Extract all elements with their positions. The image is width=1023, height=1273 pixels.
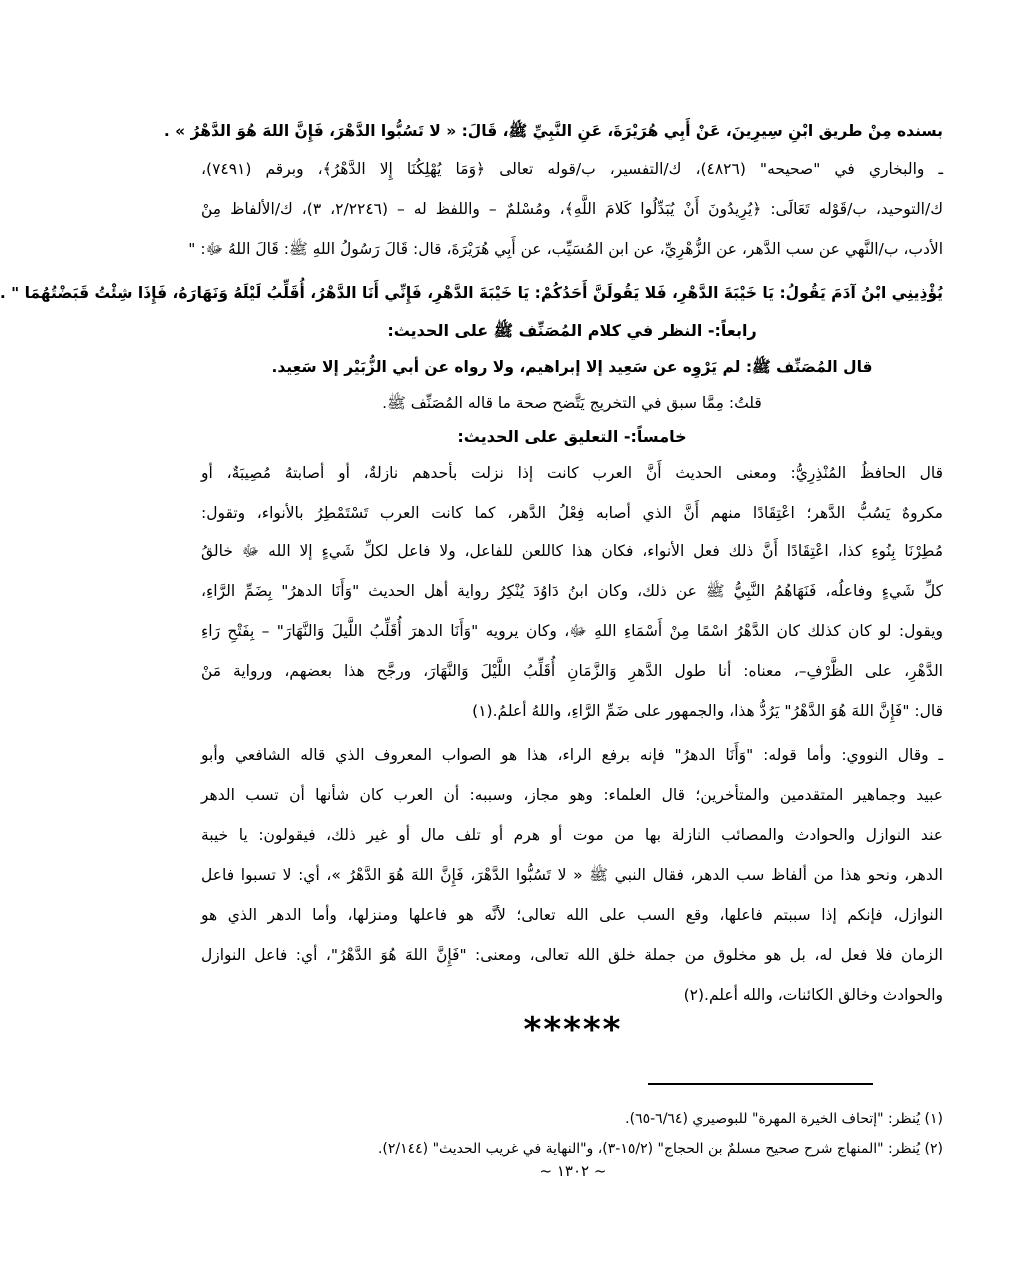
body-line: النوازل، فإنكم إذا سببتم فاعلها، وقع السب على الله تعالى؛ لأنَّه هو فاعلها ومنزلها، وأما الدهر الذي هو — [201, 906, 943, 924]
body-line: ـ والبخاري في "صحيحه" (٤٨٢٦)، ك/التفسير، ب/قوله تعالى ﴿وَمَا يُهْلِكُنَا إِلا الدَّهْرُ﴾، وبرقم (٧٤٩١)، — [201, 160, 943, 178]
footnote-divider — [648, 1083, 873, 1085]
body-line: الزمان فلا فعل له، بل هو مخلوق من جملة خلق الله تعالى، ومعنى: "فَإِنَّ اللهَ هُوَ الدَّهْرُ"، أي: فاعل النوازل — [201, 946, 943, 964]
body-line: مُطِرْنَا بِنُوءِ كذا، اعْتِقَادًا أَنَّ ذلك فعل الأنواء، فكان هذا كاللعن للفاعل، ولا فاعل لكلِّ شَيءٍ إلا الله ﷻ خالقُ — [201, 542, 943, 560]
section-separator: ***** — [523, 1010, 623, 1050]
footnote: (١) يُنظر: "إتحاف الخيرة المهرة" للبوصيري (٦/٦٤-٦٥). — [625, 1111, 943, 1127]
body-line: والحوادث وخالق الكائنات، والله أعلم.(٢) — [683, 986, 943, 1004]
body-line: قلتُ: مِمَّا سبق في التخريج يَتَّضح صحة ما قاله المُصَنِّف ﷺ. — [382, 394, 762, 412]
body-line: الدهر، ونحو هذا من ألفاظ سب الدهر، فقال النبي ﷺ « لا تَسُبُّوا الدَّهْرَ، فَإِنَّ اللهَ هُوَ الدَّهْرُ »، أي: لا تسبوا فاعل — [201, 866, 943, 884]
footnote: (٢) يُنظر: "المنهاج شرح صحيح مسلمٌ بن الحجاج" (١٥/٢-٣)، و"النهاية في غريب الحديث" (٢/١٤٤). — [377, 1141, 943, 1157]
body-line: ك/التوحيد، ب/قَوْله تَعَالَى: ﴿يُرِيدُونَ أَنْ يُبَدِّلُوا كَلامَ اللَّهِ﴾، ومُسْلمٌ – واللفظ له – (٢/٢٢٤٦، ٣)، ك/الألفاظ مِنْ — [201, 200, 943, 218]
body-line: ويقول: لو كان كذلك كان الدَّهْرُ اسْمًا مِنْ أَسْمَاءِ اللهِ ﷻ، وكان يرويه "وَأَنَا الدهرَ أُقَلِّبُ اللَّيلَ وَالنَّهَارَ" – بِفَتْحِ رَاءِ — [201, 622, 943, 640]
body-line: كلِّ شَيءٍ وفاعلُه، فَنَهَاهُمُ النَّبِيُّ ﷺ عن ذلك، وكان ابنُ دَاوُدَ يُنْكِرُ رواية أهل الحديث "وَأَنَا الدهرُ" بِضَمِّ الرَّاءِ، — [201, 582, 943, 600]
section-heading: خامساً:- التعليق على الحديث: — [457, 427, 687, 446]
body-line: الأدب، ب/النَّهي عن سب الدَّهر، عن الزُّهْرِيِّ، عن ابن المُسَيِّب، عن أَبِي هُرَيْرَةَ، قال: قَالَ رَسُولُ اللهِ ﷺ: قَالَ اللهُ ﷻ: " — [188, 240, 943, 258]
body-line: قال الحافظُ المُنْذِرِيُّ: ومعنى الحديث أَنَّ العرب كانت إذا نزلت بأحدهم نازلةٌ، أو أصابتهُ مُصِيبَةٌ، أو — [201, 464, 943, 482]
body-line: عبيد وجماهير المتقدمين والمتأخرين؛ قال العلماء: وهو مجاز، وسببه: أن العرب كان شأنها أن تسب الدهر — [201, 786, 943, 804]
body-line: ـ وقال النووي: وأما قوله: "وَأَنَا الدهرُ" فإنه برفع الراء، هذا هو الصواب المعروف الذي قاله الشافعي وأبو — [201, 746, 943, 764]
body-line: يُؤْذِينِي ابْنُ آدَمَ يَقُولُ: يَا خَيْبَةَ الدَّهْرِ، فَلا يَقُولَنَّ أَحَدُكُمْ: يَا خَيْبَةَ الدَّهْرِ، فَإِنِّي أَنَا الدَّهْرُ، أُقَلِّبُ لَيْلَهُ وَنَهَارَهُ، فَإِذَا شِئْتُ قَبَضْتُهُمَا " . — [0, 284, 943, 302]
body-line: قال المُصَنِّف ﷺ: لم يَرْوِه عن سَعِيد إلا إبراهيم، ولا رواه عن أبي الزُّبَيْر إلا سَعِيد. — [271, 358, 873, 376]
body-line: بسنده مِنْ طريق ابْنِ سِيرِينَ، عَنْ أَبِي هُرَيْرَةَ، عَنِ النَّبِيِّ ﷺ، قَالَ: « لا تَسُبُّوا الدَّهْرَ، فَإِنَّ اللهَ هُوَ الدَّهْرُ » . — [163, 122, 943, 140]
section-heading: رابعاً:- النظر في كلام المُصَنِّف ﷺ على الحديث: — [387, 321, 757, 340]
body-line: مكروهٌ يَسُبُّ الدَّهر؛ اعْتِقَادًا منهم أَنَّ الذي أصابه فِعْلُ الدَّهر، كما كانت العرب تَسْتَمْطِرُ بالأنواء، وتقول: — [201, 504, 943, 522]
page-number: ~ ١٣٠٢ ~ — [539, 1162, 607, 1180]
body-line: قال: "فَإِنَّ اللهَ هُوَ الدَّهْرُ" يَرُدُّ هذا، والجمهور على ضَمِّ الرَّاءِ، واللهُ أعلمُ.(١) — [472, 702, 943, 720]
body-line: عند النوازل والحوادث والمصائب النازلة بها من موت أو هرم أو تلف مال أو غير ذلك، فيقولون: يا خيبة — [201, 826, 943, 844]
body-line: الدَّهْرِ، على الظَّرْفِ–، معناه: أنا طول الدَّهرِ وَالزَّمَانِ أُقَلِّبُ اللَّيْلَ وَالنَّهَارَ، ورجَّح هذا بعضهم، ورواية مَنْ — [201, 662, 943, 680]
